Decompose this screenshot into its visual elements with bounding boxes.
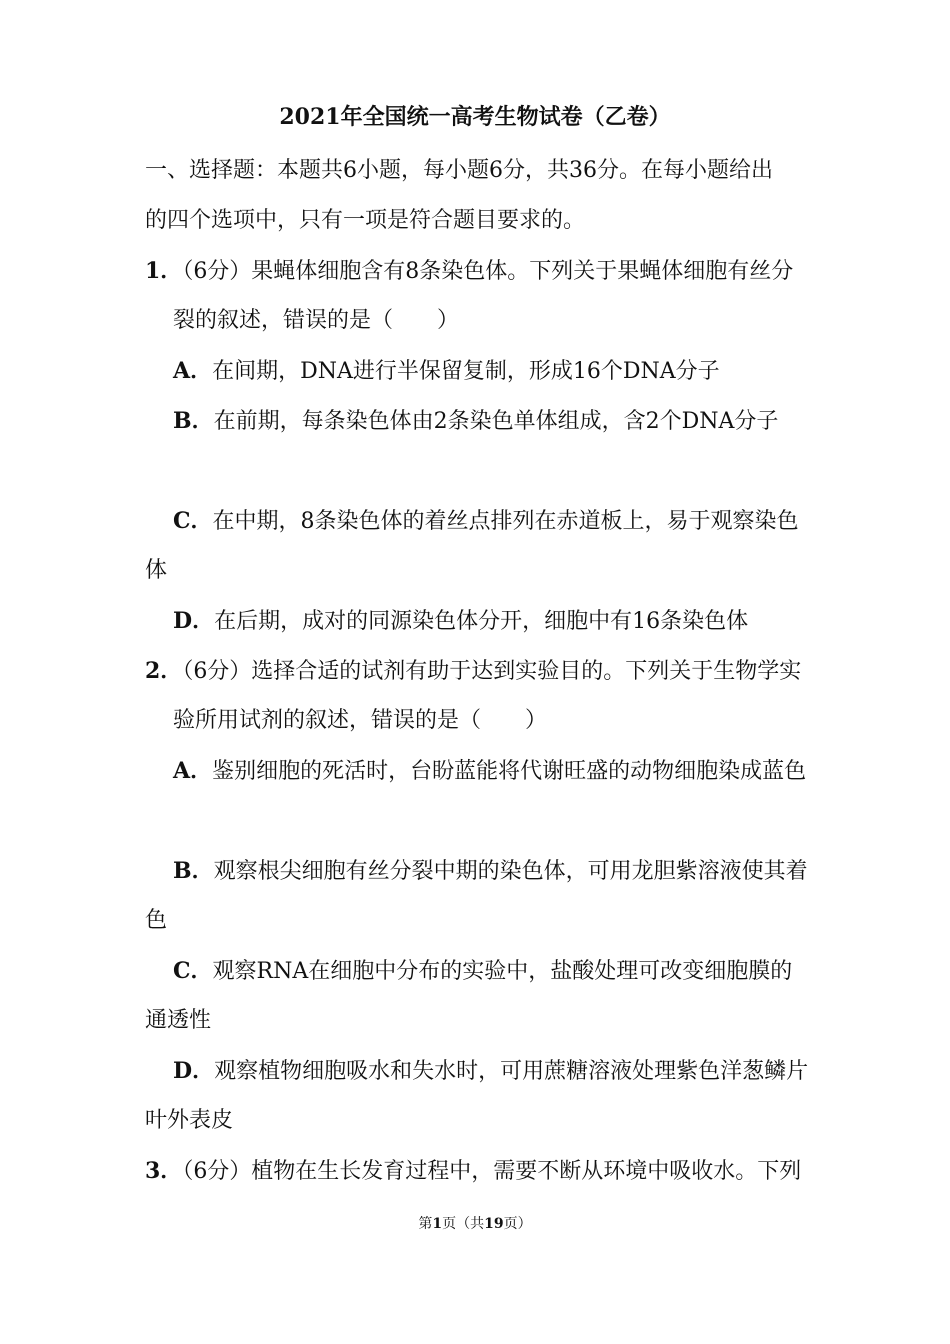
question-number: 2． bbox=[145, 658, 183, 684]
question-2-option-b-line-2: 色 bbox=[145, 908, 168, 933]
option-letter: C． bbox=[173, 508, 213, 534]
option-letter: D． bbox=[173, 608, 215, 634]
question-1-option-c bbox=[173, 506, 799, 537]
option-letter: C． bbox=[173, 958, 213, 984]
option-letter: B． bbox=[173, 408, 214, 434]
option-letter: B． bbox=[173, 858, 214, 884]
question-2-option-a bbox=[173, 756, 806, 787]
question-2-option-d bbox=[173, 1056, 808, 1087]
question-1-option-c-line-2: 体 bbox=[145, 558, 168, 583]
option-letter: A． bbox=[173, 358, 213, 384]
question-2-option-d-line-2: 叶外表皮 bbox=[145, 1108, 234, 1133]
question-1 bbox=[145, 256, 793, 287]
question-2-stem-line-2: 验所用试剂的叙述，错误的是（ ） bbox=[173, 708, 548, 733]
option-text: 在中期，8条染色体的着丝点排列在赤道板上，易于观察染色 bbox=[212, 509, 799, 534]
question-number: 1． bbox=[145, 258, 183, 284]
option-text: 观察RNA在细胞中分布的实验中，盐酸处理可改变细胞膜的 bbox=[212, 959, 793, 984]
question-1-option-b bbox=[173, 406, 778, 437]
question-number: 3． bbox=[145, 1158, 183, 1184]
option-letter: A． bbox=[173, 758, 213, 784]
footer-total-pages: 19 bbox=[484, 1216, 504, 1232]
footer-prefix: 第 bbox=[418, 1216, 433, 1232]
question-2-option-c bbox=[173, 956, 792, 987]
question-1-option-a bbox=[173, 356, 720, 387]
option-text: 在后期，成对的同源染色体分开，细胞中有16条染色体 bbox=[214, 609, 749, 634]
question-2-option-c-line-2: 通透性 bbox=[145, 1008, 212, 1033]
page-title: 2021年全国统一高考生物试卷（乙卷） bbox=[279, 104, 671, 130]
option-text: 在前期，每条染色体由2条染色单体组成，含2个DNA分子 bbox=[213, 409, 779, 434]
option-letter: D． bbox=[173, 1058, 215, 1084]
question-stem-line-1: （6分）选择合适的试剂有助于达到实验目的。下列关于生物学实 bbox=[182, 659, 802, 684]
question-1-stem-line-2: 裂的叙述，错误的是（ ） bbox=[173, 308, 460, 333]
question-stem-line-1: （6分）植物在生长发育过程中，需要不断从环境中吸收水。下列 bbox=[182, 1159, 802, 1184]
option-text: 在间期，DNA进行半保留复制，形成16个DNA分子 bbox=[212, 359, 720, 384]
section-intro-line-1: 一、选择题：本题共6小题，每小题6分，共36分。在每小题给出 bbox=[145, 158, 773, 183]
option-text: 鉴别细胞的死活时，台盼蓝能将代谢旺盛的动物细胞染成蓝色 bbox=[212, 759, 807, 784]
footer-middle: 页（共 bbox=[442, 1216, 485, 1232]
option-text: 观察植物细胞吸水和失水时，可用蔗糖溶液处理紫色洋葱鳞片 bbox=[214, 1059, 809, 1084]
question-2-option-b bbox=[173, 856, 808, 887]
question-2 bbox=[145, 656, 801, 687]
page-footer bbox=[0, 1214, 950, 1234]
question-1-option-d bbox=[173, 606, 748, 637]
section-intro-line-2: 的四个选项中，只有一项是符合题目要求的。 bbox=[145, 208, 586, 233]
question-3 bbox=[145, 1156, 801, 1187]
option-text: 观察根尖细胞有丝分裂中期的染色体，可用龙胆紫溶液使其着 bbox=[213, 859, 808, 884]
question-stem-line-1: （6分）果蝇体细胞含有8条染色体。下列关于果蝇体细胞有丝分 bbox=[182, 259, 794, 284]
footer-suffix: 页） bbox=[503, 1216, 532, 1232]
footer-page-number: 1 bbox=[432, 1216, 443, 1232]
